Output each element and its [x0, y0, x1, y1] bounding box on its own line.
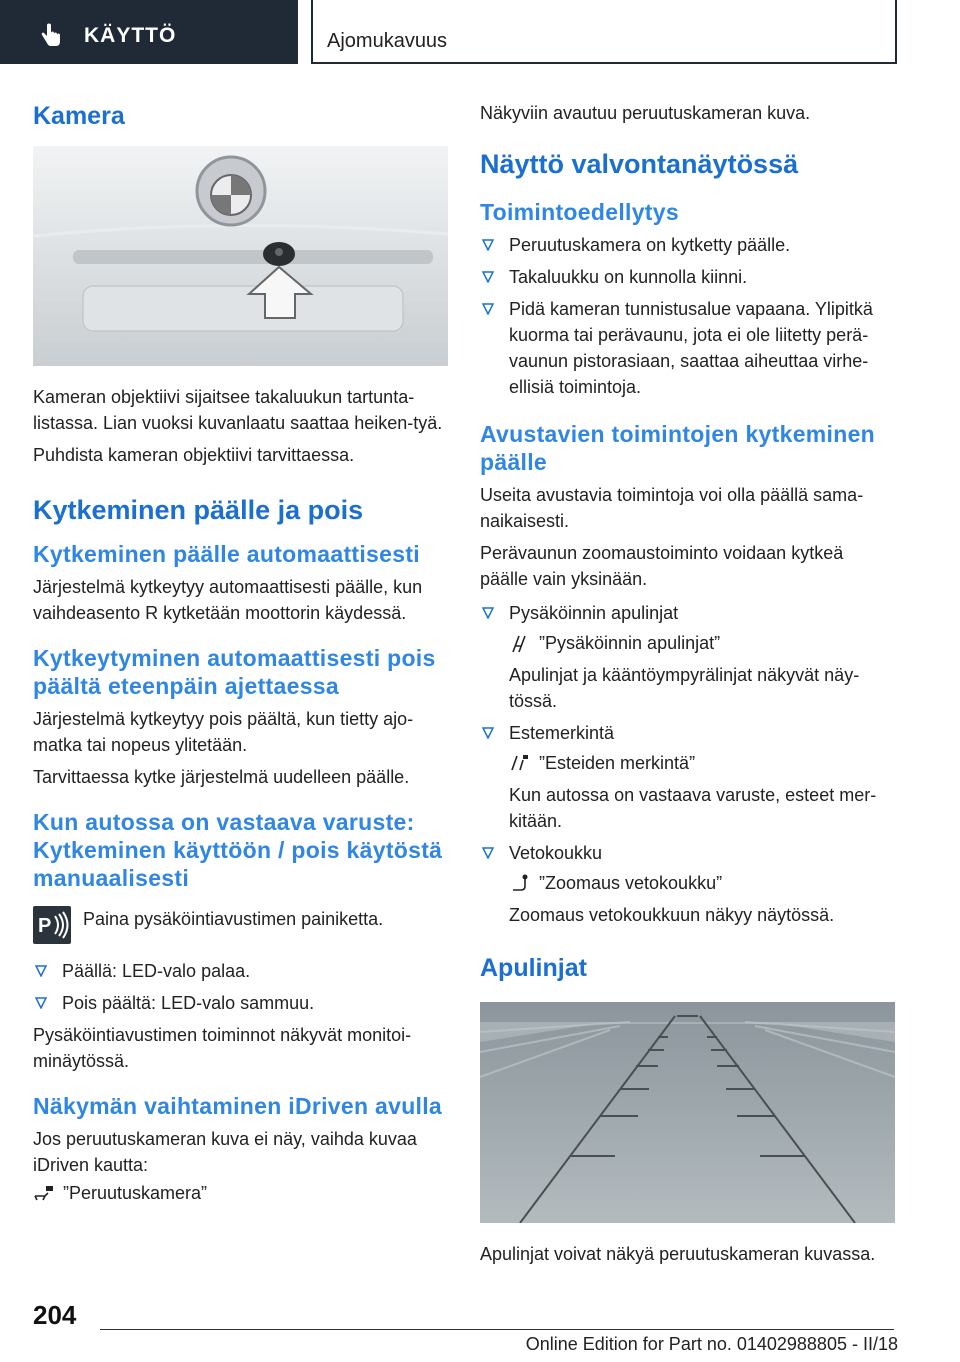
assist-item-desc: Kun autossa on vastaava varuste, esteet mer-kitään. — [509, 785, 877, 831]
assist-item-desc: Apulinjat ja kääntöympyrälinjat näkyvät näy-tössä. — [509, 665, 860, 711]
assist-text-2: Perävaunun zoomaustoiminto voidaan kytkeä päälle vain yksinään. — [480, 543, 844, 589]
obstacle-marking-icon — [509, 752, 531, 774]
assist-item-desc: Zoomaus vetokoukkuun näkyy näytössä. — [509, 905, 835, 925]
assist-menu-label: ”Esteiden merkintä” — [539, 753, 696, 773]
precondition-3: Pidä kameran tunnistusalue vapaana. Ylipitkä kuorma tai perävaunu, jota ei ole liitetty perä-vaunun pistorasiaan, saattaa aiheuttaa virhe-ellisiä toimintoja. — [509, 299, 873, 397]
assist-text-1: Useita avustavia toimintoja voi olla päällä sama-naikaisesti. — [480, 485, 864, 531]
list-item — [33, 990, 448, 1016]
list-item — [33, 958, 448, 984]
park-assist-button-icon — [33, 906, 71, 944]
assist-list — [480, 600, 895, 928]
list-item — [480, 296, 895, 400]
list-item — [480, 264, 895, 290]
list-item — [480, 232, 895, 258]
chapter-tab — [311, 0, 897, 64]
triangle-bullet-icon — [482, 847, 494, 859]
assist-menu-label: ”Zoomaus vetokoukku” — [539, 873, 723, 893]
triangle-bullet-icon — [35, 965, 47, 977]
assist-item-label: Estemerkintä — [509, 723, 615, 743]
assist-item-menu — [509, 750, 895, 776]
hand-pointer-icon — [38, 22, 64, 48]
section-label: KÄYTTÖ — [84, 24, 177, 47]
left-column — [33, 100, 448, 1210]
triangle-bullet-icon — [482, 727, 494, 739]
list-item — [480, 600, 895, 714]
kamera-para-2: Puhdista kameran objektiivi tarvittaessa. — [33, 445, 355, 465]
rear-camera-icon — [33, 1182, 55, 1204]
parking-lines-icon — [509, 632, 531, 654]
auto-on-heading: Kytkeminen päälle automaattisesti — [33, 541, 420, 567]
triangle-bullet-icon — [482, 303, 494, 315]
auto-off-heading: Kytkeytyminen automaattisesti pois päältä eteenpäin ajettaessa — [33, 645, 436, 699]
guides-caption: Apulinjat voivat näkyä peruutuskameran kuvassa. — [480, 1244, 876, 1264]
camera-location-photo — [33, 146, 448, 366]
switch-heading: Kytkeminen päälle ja pois — [33, 495, 364, 525]
manual-after-text: Pysäköintiavustimen toiminnot näkyvät monitoi-minäytössä. — [33, 1025, 412, 1071]
auto-on-text: Järjestelmä kytkeytyy automaattisesti päälle, kun vaihdeasento R kytketään moottorin käydessä. — [33, 577, 423, 623]
idrive-menu-label: ”Peruutuskamera” — [63, 1182, 208, 1203]
right-column — [480, 100, 895, 1267]
tow-hook-zoom-icon — [509, 872, 531, 894]
auto-off-text-2: Tarvittaessa kytke järjestelmä uudelleen päälle. — [33, 767, 410, 787]
monitor-heading: Näyttö valvontanäytössä — [480, 149, 799, 179]
triangle-bullet-icon — [482, 607, 494, 619]
idrive-menu-line — [33, 1182, 448, 1204]
auto-off-text-1: Järjestelmä kytkeytyy pois päältä, kun tietty ajo-matka tai nopeus ylitetään. — [33, 709, 414, 755]
precondition-heading: Toimintoedellytys — [480, 199, 679, 225]
assist-item-label: Vetokoukku — [509, 843, 603, 863]
footer-divider — [100, 1329, 894, 1330]
parking-guides-image — [480, 1002, 895, 1223]
svg-text:P: P — [38, 915, 52, 937]
section-tab — [0, 0, 298, 64]
parking-guides-illustration — [480, 1002, 895, 1223]
park-assist-instruction: Paina pysäköintiavustimen painiketta. — [83, 909, 384, 929]
park-assist-symbol — [33, 906, 71, 944]
triangle-bullet-icon — [482, 239, 494, 251]
chapter-label: Ajomukavuus — [327, 30, 448, 52]
kamera-para-1: Kameran objektiivi sijaitsee takaluukun tartunta-listassa. Lian vuoksi kuvanlaatu saattaa heiken-tyä. — [33, 387, 443, 433]
guides-heading: Apulinjat — [480, 954, 587, 982]
manual-led-list — [33, 958, 448, 1016]
assist-item-menu — [509, 870, 895, 896]
assist-menu-label: ”Pysäköinnin apulinjat” — [539, 633, 721, 653]
list-item — [480, 840, 895, 928]
triangle-bullet-icon — [482, 271, 494, 283]
assist-heading: Avustavien toimintojen kytkeminen päälle — [480, 421, 876, 475]
camera-photo-illustration — [33, 146, 448, 366]
idrive-heading: Näkymän vaihtaminen iDriven avulla — [33, 1093, 443, 1119]
intro-text: Näkyviin avautuu peruutuskameran kuva. — [480, 103, 811, 123]
precondition-list — [480, 232, 895, 400]
led-on-text: Päällä: LED-valo palaa. — [62, 961, 251, 981]
kamera-heading: Kamera — [33, 102, 125, 130]
assist-item-label: Pysäköinnin apulinjat — [509, 603, 679, 623]
park-assist-button-row — [33, 906, 448, 958]
edition-text: Online Edition for Part no. 01402988805 - II/18 — [525, 1334, 898, 1354]
led-off-text: Pois päältä: LED-valo sammuu. — [62, 993, 315, 1013]
list-item — [480, 720, 895, 834]
triangle-bullet-icon — [35, 997, 47, 1009]
assist-item-menu — [509, 630, 895, 656]
precondition-2: Takaluukku on kunnolla kiinni. — [509, 267, 748, 287]
precondition-1: Peruutuskamera on kytketty päälle. — [509, 235, 791, 255]
page-number: 204 — [33, 1300, 77, 1330]
idrive-text: Jos peruutuskameran kuva ei näy, vaihda kuvaa iDriven kautta: — [33, 1129, 417, 1175]
manual-heading: Kun autossa on vastaava varuste: Kytkeminen käyttöön / pois käytöstä manuaalisesti — [33, 809, 443, 891]
